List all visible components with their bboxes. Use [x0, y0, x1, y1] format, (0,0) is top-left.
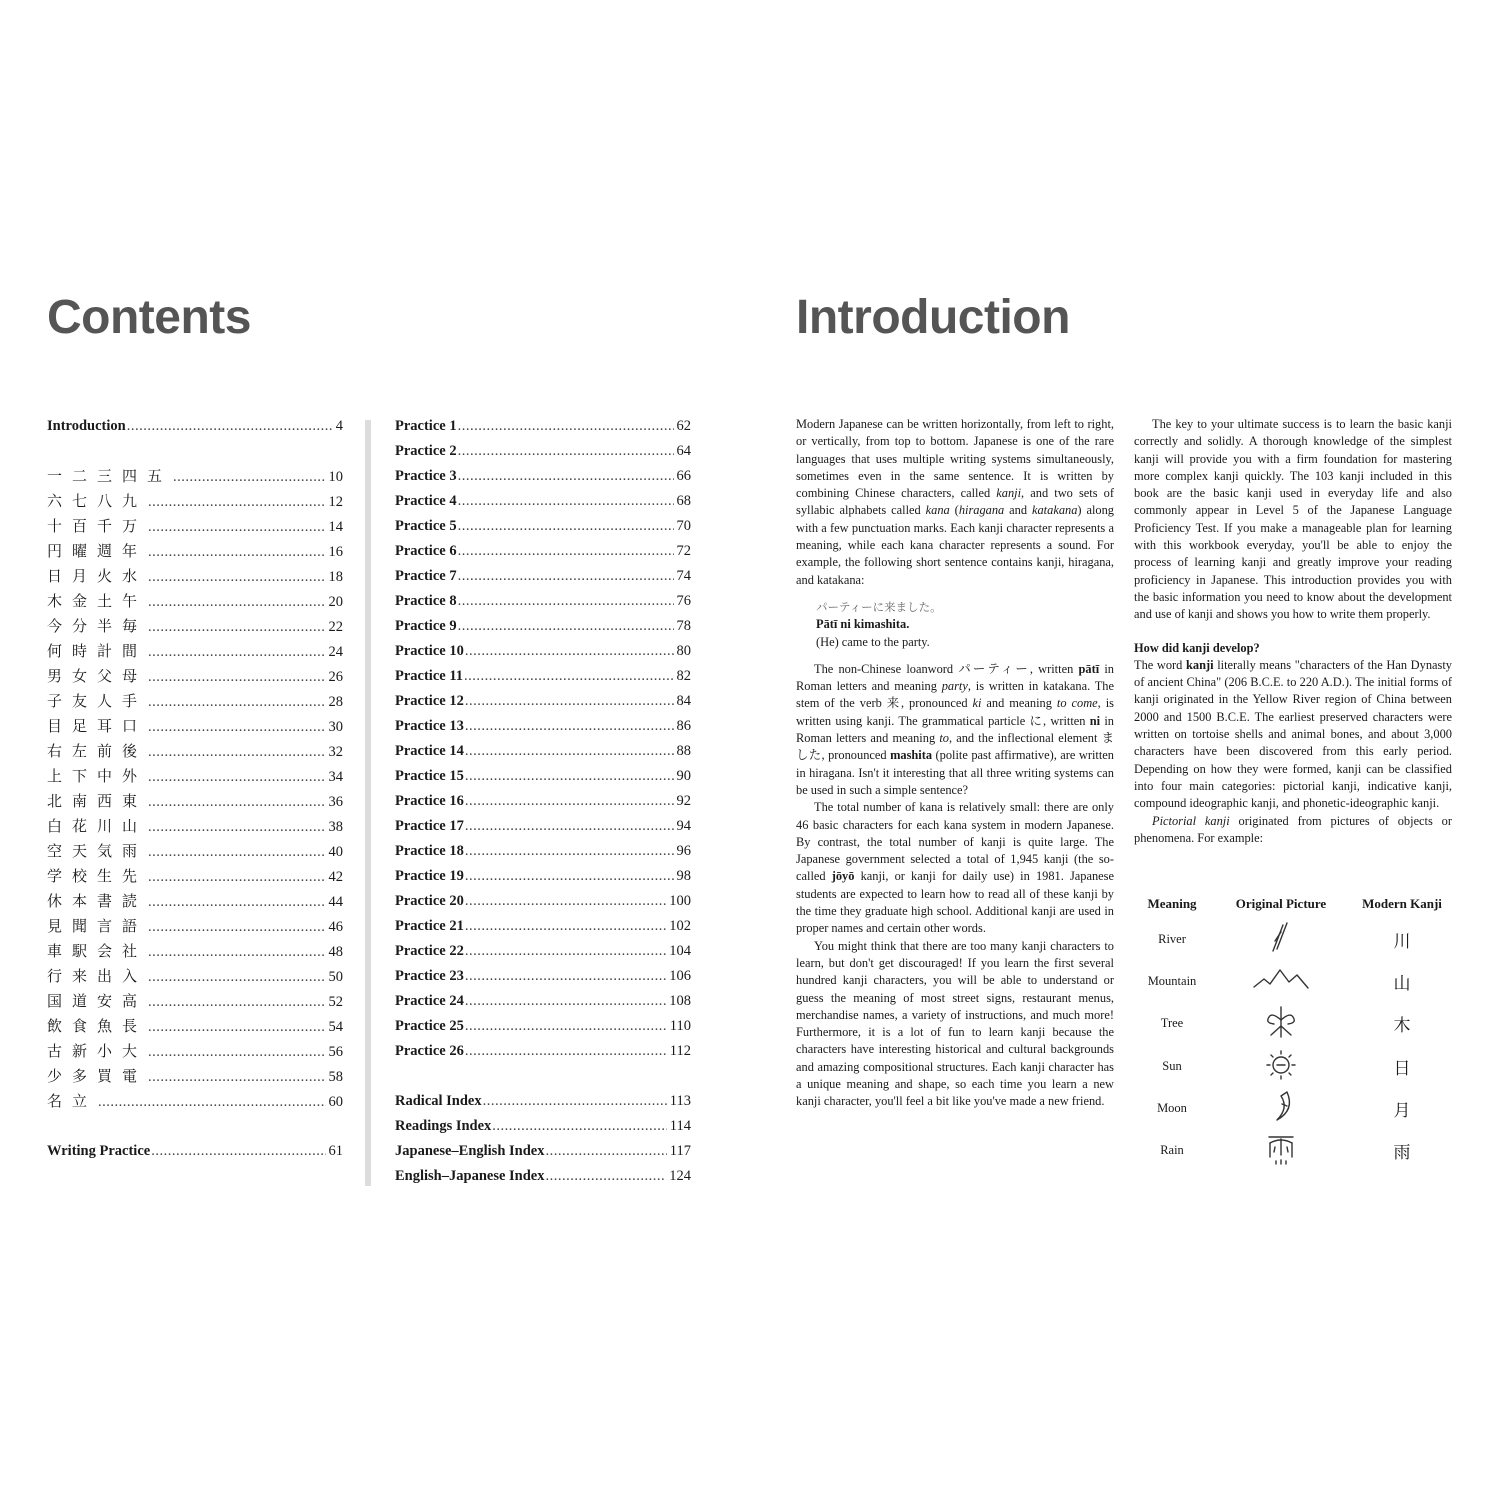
toc-leader-dots [464, 689, 674, 714]
toc-leader-dots [147, 740, 325, 765]
table-row [1134, 918, 1452, 960]
toc-leader-dots [147, 965, 325, 990]
modern-kanji-cell: 木 [1393, 1016, 1411, 1037]
toc-entry-label: Practice 10 [395, 643, 464, 659]
toc-entry[interactable] [395, 564, 691, 589]
toc-leader-dots [150, 1139, 325, 1164]
toc-page-number: 108 [669, 993, 691, 1009]
toc-entry[interactable] [47, 564, 343, 589]
toc-entry-label: 目足耳口 [47, 717, 148, 735]
intro-paragraph: Pictorial kanji originated from pictures of objects or phenomena. For example: [1134, 813, 1452, 845]
toc-page-number: 112 [669, 1043, 691, 1059]
toc-entry-label: Practice 20 [395, 893, 464, 909]
toc-entry[interactable] [47, 864, 343, 889]
toc-leader-dots [464, 889, 666, 914]
toc-page-number: 78 [676, 618, 691, 634]
toc-page-number: 14 [328, 519, 343, 535]
toc-entry[interactable] [47, 839, 343, 864]
toc-page-number: 60 [328, 1094, 343, 1110]
toc-leader-dots [147, 690, 325, 715]
toc-leader-dots [147, 490, 325, 515]
toc-entry[interactable] [47, 914, 343, 939]
toc-entry-label: Practice 11 [395, 668, 464, 684]
toc-page-number: 70 [676, 518, 691, 534]
contents-list-left [47, 414, 343, 1164]
toc-entry[interactable] [395, 689, 691, 714]
toc-entry-label: Practice 26 [395, 1043, 464, 1059]
toc-entry-label: Practice 16 [395, 793, 464, 809]
toc-entry-label: 一二三四五 [47, 467, 173, 485]
toc-entry[interactable] [395, 1039, 691, 1064]
toc-leader-dots [464, 739, 674, 764]
toc-entry-label: 古新小大 [47, 1042, 148, 1060]
toc-page-number: 62 [676, 418, 691, 434]
tree-pictograph-icon [1210, 1004, 1352, 1044]
modern-kanji-cell: 日 [1393, 1058, 1411, 1079]
toc-page-number: 61 [328, 1143, 343, 1159]
toc-leader-dots [457, 439, 674, 464]
toc-entry-label: Practice 6 [395, 543, 457, 559]
toc-entry[interactable] [47, 464, 343, 489]
toc-leader-dots [126, 414, 333, 439]
toc-entry[interactable] [395, 739, 691, 764]
toc-entry-label: Practice 18 [395, 843, 464, 859]
toc-leader-dots [147, 990, 325, 1015]
toc-leader-dots [457, 564, 674, 589]
toc-page-number: 68 [676, 493, 691, 509]
table-row [1134, 1003, 1452, 1045]
toc-entry-label: 少多買電 [47, 1067, 148, 1085]
toc-page-number: 84 [676, 693, 691, 709]
toc-leader-dots [172, 465, 325, 490]
toc-entry[interactable] [395, 1164, 691, 1189]
toc-entry[interactable] [47, 1039, 343, 1064]
toc-entry[interactable] [395, 439, 691, 464]
toc-entry-label: Practice 5 [395, 518, 457, 534]
toc-entry[interactable] [395, 939, 691, 964]
toc-leader-dots [457, 414, 674, 439]
toc-entry[interactable] [395, 814, 691, 839]
pictorial-kanji-table [1134, 896, 1452, 1172]
toc-page-number: 18 [328, 569, 343, 585]
toc-leader-dots [464, 839, 674, 864]
toc-page-number: 56 [328, 1044, 343, 1060]
toc-entry[interactable] [395, 539, 691, 564]
toc-leader-dots [147, 565, 325, 590]
toc-entry[interactable] [395, 889, 691, 914]
intro-paragraph: You might think that there are too many kanji characters to learn, but don't get discouraged! If you learn the first several hundred kanji characters, you will be able to understand or guess the meaning of most street signs, restaurant menus, merchandise names, a variety of instructions, and much more! Furthermore, it is a lot of fun to learn kanji because the characters have interesting historical and cultural backgrounds and amazing compositional structures. Each kanji character has a unique meaning and shape, so each time you learn a new kanji character, you'll feel a bit like you've made a new friend. [796, 938, 1114, 1109]
toc-entry-label: 北南西東 [47, 792, 148, 810]
example-sentence [816, 599, 1114, 651]
toc-page-number: 90 [676, 768, 691, 784]
toc-entry[interactable] [395, 589, 691, 614]
toc-entry-label: Radical Index [395, 1093, 482, 1109]
introduction-column-right [1134, 416, 1452, 847]
toc-page-number: 92 [676, 793, 691, 809]
toc-page-number: 20 [328, 594, 343, 610]
toc-page-number: 82 [676, 668, 691, 684]
toc-entry[interactable] [47, 414, 343, 439]
toc-page-number: 80 [676, 643, 691, 659]
toc-entry-label: 今分半毎 [47, 617, 148, 635]
toc-page-number: 32 [328, 744, 343, 760]
modern-kanji-cell: 山 [1393, 973, 1411, 994]
toc-entry-label: Introduction [47, 418, 126, 434]
toc-entry[interactable] [47, 789, 343, 814]
toc-leader-dots [147, 515, 325, 540]
toc-leader-dots [147, 590, 325, 615]
mountain-pictograph-icon [1210, 961, 1352, 1001]
toc-leader-dots [457, 514, 674, 539]
toc-page-number: 74 [676, 568, 691, 584]
toc-entry-label: Practice 8 [395, 593, 457, 609]
table-row [1134, 1045, 1452, 1087]
toc-page-number: 34 [328, 769, 343, 785]
toc-page-number: 48 [328, 944, 343, 960]
toc-entry-label: Practice 21 [395, 918, 464, 934]
toc-entry-label: Practice 7 [395, 568, 457, 584]
toc-page-number: 12 [328, 494, 343, 510]
toc-entry[interactable] [47, 889, 343, 914]
toc-page-number: 16 [328, 544, 343, 560]
toc-entry[interactable] [47, 989, 343, 1014]
toc-leader-dots [464, 789, 674, 814]
toc-leader-dots [147, 1015, 325, 1040]
toc-entry[interactable] [395, 639, 691, 664]
toc-entry[interactable] [395, 789, 691, 814]
toc-entry-label: 休本書読 [47, 892, 148, 910]
toc-entry-label: 飲食魚長 [47, 1017, 148, 1035]
toc-page-number: 76 [676, 593, 691, 609]
header-original-picture: Original Picture [1235, 896, 1327, 911]
toc-entry-label: 木金土午 [47, 592, 148, 610]
toc-entry[interactable] [395, 864, 691, 889]
toc-page-number: 102 [669, 918, 691, 934]
toc-entry-label: 子友人手 [47, 692, 148, 710]
toc-entry[interactable] [395, 1114, 691, 1139]
toc-leader-dots [464, 639, 674, 664]
toc-leader-dots [147, 640, 325, 665]
toc-entry-label: Practice 15 [395, 768, 464, 784]
section-subheading: How did kanji develop? [1134, 640, 1260, 655]
toc-page-number: 117 [669, 1143, 691, 1159]
toc-page-number: 104 [669, 943, 691, 959]
toc-leader-dots [457, 464, 674, 489]
toc-leader-dots [457, 539, 674, 564]
toc-entry-label: Practice 3 [395, 468, 457, 484]
toc-page-number: 26 [328, 669, 343, 685]
toc-page-number: 72 [676, 543, 691, 559]
toc-entry[interactable] [395, 1014, 691, 1039]
toc-entry-label: 六七八九 [47, 492, 148, 510]
toc-entry[interactable] [395, 664, 691, 689]
toc-entry-label: Practice 24 [395, 993, 464, 1009]
toc-page-number: 44 [328, 894, 343, 910]
toc-entry-label: 空天気雨 [47, 842, 148, 860]
toc-page-number: 38 [328, 819, 343, 835]
toc-entry[interactable] [47, 814, 343, 839]
toc-entry[interactable] [47, 939, 343, 964]
toc-entry[interactable] [395, 464, 691, 489]
toc-page-number: 88 [676, 743, 691, 759]
toc-spacer [395, 1064, 691, 1089]
intro-paragraph: The total number of kana is relatively small: there are only 46 basic characters for each kana system in modern Japanese. By contrast, the total number of kanji is quite large. The Japanese government selected a total of 1,945 kanji (the so-called jōyō kanji, or kanji for daily use) in 1981. Japanese students are expected to learn how to read all of these kanji by the time they graduate high school. Additional kanji are used in proper names and certain other words. [796, 800, 1114, 936]
toc-entry[interactable] [395, 714, 691, 739]
toc-leader-dots [147, 940, 325, 965]
toc-entry-label: 男女父母 [47, 667, 148, 685]
toc-leader-dots [544, 1164, 666, 1189]
toc-entry-label: 十百千万 [47, 517, 148, 535]
toc-entry-label: 白花川山 [47, 817, 148, 835]
toc-spacer [47, 439, 343, 464]
intro-paragraph: Modern Japanese can be written horizontally, from left to right, or vertically, from top to bottom. Japanese is one of the rare languages that uses multiple writing systems simultaneously, sometimes even in the same sentence. It is written by combining Chinese characters, called kanji, and two sets of syllabic alphabets called kana (hiragana and katakana) along with a few punctuation marks. Each kanji character represents a meaning, while each kana character represents a sound. For example, the following short sentence contains kanji, hiragana, and katakana: [796, 417, 1114, 587]
toc-entry-label: English–Japanese Index [395, 1168, 545, 1184]
toc-page-number: 64 [676, 443, 691, 459]
toc-leader-dots [464, 714, 674, 739]
toc-entry-label: 右左前後 [47, 742, 148, 760]
toc-leader-dots [147, 665, 325, 690]
toc-leader-dots [463, 664, 673, 689]
toc-leader-dots [457, 489, 674, 514]
toc-entry[interactable] [47, 1064, 343, 1089]
intro-paragraph: The non-Chinese loanword パーティー, written pātī in Roman letters and meaning party, is written in katakana. The stem of the verb 来, pronounced ki and meaning to come, is written using kanji. The grammatical particle に, written ni in Roman letters and meaning to, and the inflectional element ました, pronounced mashita (polite past affirmative), are written in hiragana. Isn't it interesting that all three writing systems can be used in such a simple sentence? [796, 661, 1115, 797]
toc-entry[interactable] [47, 639, 343, 664]
toc-entry-label: Practice 17 [395, 818, 464, 834]
toc-leader-dots [464, 964, 666, 989]
meaning-cell: Tree [1160, 1016, 1184, 1031]
toc-entry[interactable] [47, 614, 343, 639]
table-row [1134, 960, 1452, 1002]
toc-page-number: 98 [676, 868, 691, 884]
toc-entry-label: Practice 22 [395, 943, 464, 959]
toc-entry[interactable] [47, 964, 343, 989]
toc-entry-label: 車駅会社 [47, 942, 148, 960]
meaning-cell: Mountain [1147, 973, 1197, 988]
contents-list-right [395, 414, 691, 1189]
table-body [1134, 918, 1452, 1172]
toc-entry-label: 学校生先 [47, 867, 148, 885]
intro-paragraph: The word kanji literally means "characters of the Han Dynasty of ancient China" (206 B.C.E. to 220 A.D.). The initial forms of kanji originated in the Yellow River region of China between 2000 and 1500 B.C.E. The earliest preserved characters were written on tortoise shells and animal bones, and about 3,000 characters have been discovered from this early period. Depending on how they were formed, kanji can be classified into four main categories: pictorial kanji, indicative kanji, compound ideographic kanji, and phonetic-ideographic kanji. [1134, 657, 1452, 811]
toc-leader-dots [147, 615, 325, 640]
toc-page-number: 46 [328, 919, 343, 935]
toc-leader-dots [147, 840, 325, 865]
toc-entry[interactable] [47, 1089, 343, 1114]
toc-leader-dots [97, 1090, 325, 1115]
river-pictograph-icon [1210, 919, 1352, 959]
sun-pictograph-icon [1210, 1046, 1352, 1086]
toc-entry[interactable] [395, 489, 691, 514]
meaning-cell: Sun [1162, 1058, 1182, 1073]
toc-leader-dots [147, 540, 325, 565]
toc-page-number: 50 [328, 969, 343, 985]
toc-page-number: 30 [328, 719, 343, 735]
toc-leader-dots [147, 890, 325, 915]
toc-page-number: 22 [328, 619, 343, 635]
toc-page-number: 100 [669, 893, 691, 909]
toc-entry-label: Practice 14 [395, 743, 464, 759]
toc-leader-dots [457, 589, 674, 614]
toc-entry[interactable] [47, 589, 343, 614]
toc-entry-label: 行来出入 [47, 967, 148, 985]
toc-entry-label: 見聞言語 [47, 917, 148, 935]
rain-pictograph-icon [1210, 1131, 1352, 1171]
toc-entry[interactable] [47, 739, 343, 764]
toc-entry-label: Practice 25 [395, 1018, 464, 1034]
toc-entry[interactable] [395, 514, 691, 539]
toc-page-number: 114 [669, 1118, 691, 1134]
toc-page-number: 96 [676, 843, 691, 859]
toc-entry[interactable] [395, 414, 691, 439]
toc-entry-label: 日月火水 [47, 567, 148, 585]
toc-leader-dots [147, 815, 325, 840]
toc-leader-dots [147, 790, 325, 815]
modern-kanji-cell: 川 [1393, 931, 1411, 952]
toc-entry-label: 国道安高 [47, 992, 148, 1010]
toc-leader-dots [147, 715, 325, 740]
toc-entry[interactable] [395, 839, 691, 864]
toc-leader-dots [464, 989, 666, 1014]
toc-entry-label: 何時計間 [47, 642, 148, 660]
toc-entry[interactable] [47, 714, 343, 739]
toc-page-number: 4 [335, 418, 343, 434]
toc-entry[interactable] [395, 1089, 691, 1114]
toc-page-number: 94 [676, 818, 691, 834]
toc-entry[interactable] [47, 514, 343, 539]
toc-page-number: 28 [328, 694, 343, 710]
toc-leader-dots [147, 1040, 325, 1065]
toc-entry[interactable] [47, 489, 343, 514]
toc-entry-label: Practice 19 [395, 868, 464, 884]
toc-entry[interactable] [47, 764, 343, 789]
toc-entry-label: Practice 23 [395, 968, 464, 984]
toc-entry[interactable] [395, 1139, 691, 1164]
toc-entry-label: Japanese–English Index [395, 1143, 545, 1159]
toc-entry-label: Practice 1 [395, 418, 457, 434]
toc-page-number: 124 [669, 1168, 691, 1184]
toc-leader-dots [147, 865, 325, 890]
header-meaning: Meaning [1147, 896, 1197, 911]
toc-entry-label: Practice 13 [395, 718, 464, 734]
toc-entry-label: 上下中外 [47, 767, 148, 785]
toc-leader-dots [147, 765, 325, 790]
toc-leader-dots [464, 764, 674, 789]
toc-leader-dots [482, 1089, 667, 1114]
example-japanese: パーティーに来ました。 [816, 599, 942, 614]
toc-entry[interactable] [395, 764, 691, 789]
table-header [1134, 896, 1452, 918]
meaning-cell: Rain [1160, 1143, 1184, 1158]
toc-entry[interactable] [395, 964, 691, 989]
toc-leader-dots [147, 1065, 325, 1090]
toc-leader-dots [147, 915, 325, 940]
toc-page-number: 86 [676, 718, 691, 734]
toc-entry-label: Writing Practice [47, 1143, 151, 1159]
introduction-column-left [796, 416, 1114, 1111]
toc-leader-dots [464, 1014, 667, 1039]
contents-title: Contents [47, 291, 251, 344]
toc-entry[interactable] [47, 689, 343, 714]
toc-entry[interactable] [47, 539, 343, 564]
toc-entry-label: Practice 4 [395, 493, 457, 509]
toc-page-number: 110 [669, 1018, 691, 1034]
toc-page-number: 58 [328, 1069, 343, 1085]
toc-leader-dots [464, 939, 666, 964]
toc-entry[interactable] [395, 989, 691, 1014]
table-row [1134, 1129, 1452, 1171]
modern-kanji-cell: 月 [1393, 1100, 1411, 1121]
toc-entry-label: Practice 2 [395, 443, 457, 459]
toc-entry[interactable] [395, 614, 691, 639]
toc-entry-label: Practice 12 [395, 693, 464, 709]
toc-spacer [47, 1114, 343, 1139]
toc-page-number: 54 [328, 1019, 343, 1035]
toc-page-number: 113 [669, 1093, 691, 1109]
toc-page-number: 106 [669, 968, 691, 984]
toc-page-number: 10 [328, 469, 343, 485]
toc-page-number: 40 [328, 844, 343, 860]
toc-entry-label: Readings Index [395, 1118, 492, 1134]
toc-page-number: 36 [328, 794, 343, 810]
toc-entry[interactable] [47, 1014, 343, 1039]
header-modern-kanji: Modern Kanji [1362, 896, 1442, 911]
toc-leader-dots [544, 1139, 666, 1164]
example-romaji: Pātī ni kimashita. [816, 617, 910, 632]
toc-leader-dots [464, 814, 674, 839]
column-divider [365, 420, 371, 1186]
toc-leader-dots [464, 1039, 667, 1064]
toc-entry-label: 名立 [47, 1092, 98, 1110]
moon-pictograph-icon [1210, 1088, 1352, 1128]
toc-page-number: 42 [328, 869, 343, 885]
toc-entry[interactable] [47, 664, 343, 689]
toc-entry[interactable] [47, 1139, 343, 1164]
toc-leader-dots [491, 1114, 666, 1139]
example-english: (He) came to the party. [816, 634, 930, 649]
toc-leader-dots [464, 914, 666, 939]
modern-kanji-cell: 雨 [1393, 1143, 1411, 1164]
toc-page-number: 52 [328, 994, 343, 1010]
toc-leader-dots [464, 864, 674, 889]
toc-leader-dots [457, 614, 674, 639]
toc-page-number: 66 [676, 468, 691, 484]
introduction-title: Introduction [796, 291, 1070, 344]
toc-entry-label: 円曜週年 [47, 542, 148, 560]
toc-page-number: 24 [328, 644, 343, 660]
meaning-cell: River [1158, 931, 1186, 946]
meaning-cell: Moon [1157, 1100, 1187, 1115]
intro-paragraph: The key to your ultimate success is to learn the basic kanji correctly and solidly. A thorough knowledge of the simplest kanji will provide you with a firm foundation for mastering more complex kanji quickly. The 103 kanji included in this book are the basic kanji used in everyday life and also commonly appear in Level 5 of the Japanese Language Proficiency Test. If you make a manageable plan for learning with this workbook everyday, you'll be able to enjoy the process of learning kanji and greatly improve your reading proficiency in Japanese. This introduction provides you with the basic information you need to know about the development and use of kanji and shows you how to write them properly. [1134, 417, 1452, 622]
table-row [1134, 1087, 1452, 1129]
toc-entry[interactable] [395, 914, 691, 939]
toc-entry-label: Practice 9 [395, 618, 457, 634]
